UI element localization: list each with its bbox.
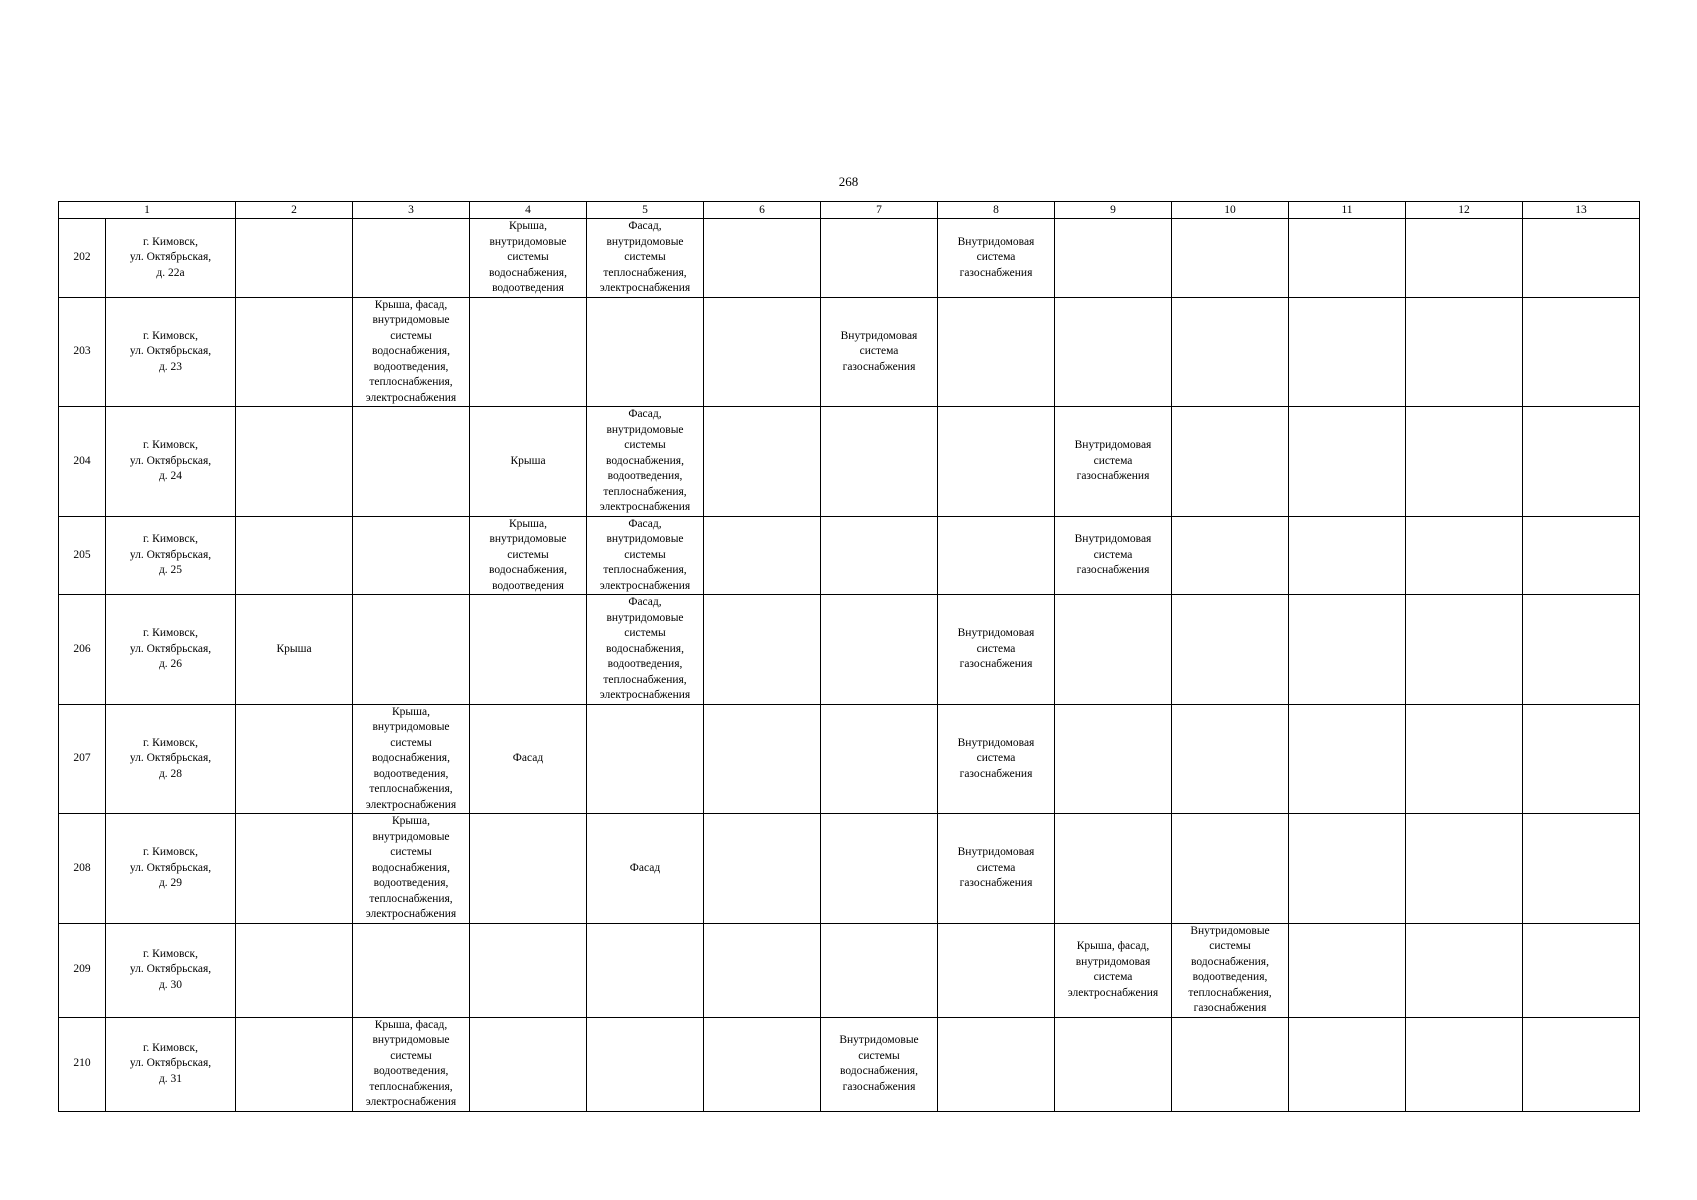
cell-col-11 [1289, 297, 1406, 407]
cell-col-9 [1055, 297, 1172, 407]
cell-col-3 [353, 516, 470, 595]
address-cell: г. Кимовск, ул. Октябрьская, д. 22а [106, 219, 236, 298]
cell-col-9: Крыша, фасад, внутридомовая система электроснабжения [1055, 923, 1172, 1017]
cell-col-12 [1406, 219, 1523, 298]
column-header: 11 [1289, 202, 1406, 219]
cell-col-3 [353, 923, 470, 1017]
address-cell: г. Кимовск, ул. Октябрьская, д. 31 [106, 1017, 236, 1111]
address-cell: г. Кимовск, ул. Октябрьская, д. 24 [106, 407, 236, 517]
cell-col-12 [1406, 595, 1523, 705]
cell-col-6 [704, 1017, 821, 1111]
cell-col-10 [1172, 219, 1289, 298]
cell-col-9 [1055, 595, 1172, 705]
cell-col-2 [236, 704, 353, 814]
cell-col-5: Фасад, внутридомовые системы теплоснабжения, электроснабжения [587, 219, 704, 298]
cell-col-12 [1406, 297, 1523, 407]
column-header: 4 [470, 202, 587, 219]
cell-col-9 [1055, 219, 1172, 298]
cell-col-9: Внутридомовая система газоснабжения [1055, 407, 1172, 517]
cell-col-3: Крыша, фасад, внутридомовые системы водоснабжения, водоотведения, теплоснабжения, электроснабжения [353, 297, 470, 407]
cell-col-6 [704, 814, 821, 924]
cell-col-4: Крыша [470, 407, 587, 517]
table-row [59, 814, 1640, 924]
cell-col-10 [1172, 1017, 1289, 1111]
cell-col-4 [470, 814, 587, 924]
cell-col-6 [704, 595, 821, 705]
cell-col-13 [1523, 407, 1640, 517]
column-header: 6 [704, 202, 821, 219]
cell-col-11 [1289, 814, 1406, 924]
cell-col-13 [1523, 923, 1640, 1017]
repair-schedule-table [58, 201, 1640, 1112]
cell-col-2 [236, 297, 353, 407]
cell-col-10 [1172, 704, 1289, 814]
cell-col-11 [1289, 1017, 1406, 1111]
cell-col-3 [353, 595, 470, 705]
cell-col-4: Крыша, внутридомовые системы водоснабжения, водоотведения [470, 516, 587, 595]
cell-col-5: Фасад [587, 814, 704, 924]
row-number: 202 [59, 219, 106, 298]
row-number: 210 [59, 1017, 106, 1111]
page-number: 268 [838, 174, 859, 189]
column-header: 10 [1172, 202, 1289, 219]
table-row [59, 297, 1640, 407]
cell-col-2 [236, 407, 353, 517]
cell-col-2 [236, 219, 353, 298]
cell-col-13 [1523, 516, 1640, 595]
cell-col-13 [1523, 297, 1640, 407]
cell-col-5 [587, 704, 704, 814]
table-row [59, 704, 1640, 814]
cell-col-3: Крыша, фасад, внутридомовые системы водоотведения, теплоснабжения, электроснабжения [353, 1017, 470, 1111]
cell-col-8: Внутридомовая система газоснабжения [938, 704, 1055, 814]
cell-col-12 [1406, 704, 1523, 814]
cell-col-12 [1406, 1017, 1523, 1111]
cell-col-11 [1289, 595, 1406, 705]
cell-col-6 [704, 297, 821, 407]
cell-col-8 [938, 1017, 1055, 1111]
column-header: 12 [1406, 202, 1523, 219]
table-row [59, 595, 1640, 705]
cell-col-13 [1523, 219, 1640, 298]
column-header: 1 [59, 202, 236, 219]
row-number: 204 [59, 407, 106, 517]
cell-col-8: Внутридомовая система газоснабжения [938, 219, 1055, 298]
cell-col-10 [1172, 407, 1289, 517]
cell-col-10 [1172, 814, 1289, 924]
cell-col-7: Внутридомовые системы водоснабжения, газоснабжения [821, 1017, 938, 1111]
cell-col-3: Крыша, внутридомовые системы водоснабжения, водоотведения, теплоснабжения, электроснабжения [353, 814, 470, 924]
column-header: 3 [353, 202, 470, 219]
cell-col-5 [587, 923, 704, 1017]
table-row [59, 1017, 1640, 1111]
cell-col-10 [1172, 297, 1289, 407]
cell-col-3 [353, 407, 470, 517]
table-row [59, 219, 1640, 298]
column-header: 13 [1523, 202, 1640, 219]
table-row [59, 516, 1640, 595]
column-header: 8 [938, 202, 1055, 219]
address-cell: г. Кимовск, ул. Октябрьская, д. 25 [106, 516, 236, 595]
row-number: 205 [59, 516, 106, 595]
cell-col-10: Внутридомовые системы водоснабжения, водоотведения, теплоснабжения, газоснабжения [1172, 923, 1289, 1017]
column-header: 2 [236, 202, 353, 219]
cell-col-2: Крыша [236, 595, 353, 705]
column-header: 9 [1055, 202, 1172, 219]
cell-col-5 [587, 297, 704, 407]
cell-col-12 [1406, 407, 1523, 517]
cell-col-8 [938, 297, 1055, 407]
address-cell: г. Кимовск, ул. Октябрьская, д. 30 [106, 923, 236, 1017]
address-cell: г. Кимовск, ул. Октябрьская, д. 28 [106, 704, 236, 814]
cell-col-9 [1055, 1017, 1172, 1111]
cell-col-2 [236, 516, 353, 595]
cell-col-2 [236, 1017, 353, 1111]
cell-col-8 [938, 407, 1055, 517]
cell-col-9 [1055, 814, 1172, 924]
column-header: 5 [587, 202, 704, 219]
cell-col-6 [704, 407, 821, 517]
cell-col-7: Внутридомовая система газоснабжения [821, 297, 938, 407]
row-number: 208 [59, 814, 106, 924]
cell-col-11 [1289, 923, 1406, 1017]
cell-col-5 [587, 1017, 704, 1111]
row-number: 203 [59, 297, 106, 407]
cell-col-8 [938, 516, 1055, 595]
cell-col-9 [1055, 704, 1172, 814]
column-header-row [59, 202, 1640, 219]
cell-col-4 [470, 297, 587, 407]
cell-col-7 [821, 923, 938, 1017]
cell-col-2 [236, 814, 353, 924]
column-header: 7 [821, 202, 938, 219]
cell-col-4: Фасад [470, 704, 587, 814]
cell-col-12 [1406, 516, 1523, 595]
cell-col-12 [1406, 814, 1523, 924]
cell-col-7 [821, 814, 938, 924]
cell-col-5: Фасад, внутридомовые системы водоснабжения, водоотведения, теплоснабжения, электроснабжения [587, 595, 704, 705]
cell-col-13 [1523, 595, 1640, 705]
cell-col-11 [1289, 407, 1406, 517]
cell-col-7 [821, 219, 938, 298]
cell-col-8: Внутридомовая система газоснабжения [938, 595, 1055, 705]
cell-col-7 [821, 407, 938, 517]
cell-col-6 [704, 704, 821, 814]
cell-col-2 [236, 923, 353, 1017]
cell-col-11 [1289, 704, 1406, 814]
row-number: 206 [59, 595, 106, 705]
cell-col-4 [470, 923, 587, 1017]
cell-col-10 [1172, 516, 1289, 595]
cell-col-7 [821, 516, 938, 595]
cell-col-4 [470, 595, 587, 705]
cell-col-5: Фасад, внутридомовые системы водоснабжения, водоотведения, теплоснабжения, электроснабжения [587, 407, 704, 517]
cell-col-10 [1172, 595, 1289, 705]
cell-col-11 [1289, 516, 1406, 595]
cell-col-7 [821, 595, 938, 705]
cell-col-5: Фасад, внутридомовые системы теплоснабжения, электроснабжения [587, 516, 704, 595]
cell-col-11 [1289, 219, 1406, 298]
cell-col-3: Крыша, внутридомовые системы водоснабжения, водоотведения, теплоснабжения, электроснабжения [353, 704, 470, 814]
table-row [59, 923, 1640, 1017]
address-cell: г. Кимовск, ул. Октябрьская, д. 29 [106, 814, 236, 924]
cell-col-6 [704, 219, 821, 298]
cell-col-4 [470, 1017, 587, 1111]
cell-col-13 [1523, 814, 1640, 924]
cell-col-6 [704, 516, 821, 595]
cell-col-8: Внутридомовая система газоснабжения [938, 814, 1055, 924]
cell-col-8 [938, 923, 1055, 1017]
cell-col-4: Крыша, внутридомовые системы водоснабжения, водоотведения [470, 219, 587, 298]
cell-col-13 [1523, 704, 1640, 814]
cell-col-9: Внутридомовая система газоснабжения [1055, 516, 1172, 595]
row-number: 209 [59, 923, 106, 1017]
cell-col-12 [1406, 923, 1523, 1017]
address-cell: г. Кимовск, ул. Октябрьская, д. 26 [106, 595, 236, 705]
cell-col-6 [704, 923, 821, 1017]
table-row [59, 407, 1640, 517]
address-cell: г. Кимовск, ул. Октябрьская, д. 23 [106, 297, 236, 407]
cell-col-13 [1523, 1017, 1640, 1111]
cell-col-3 [353, 219, 470, 298]
cell-col-7 [821, 704, 938, 814]
row-number: 207 [59, 704, 106, 814]
